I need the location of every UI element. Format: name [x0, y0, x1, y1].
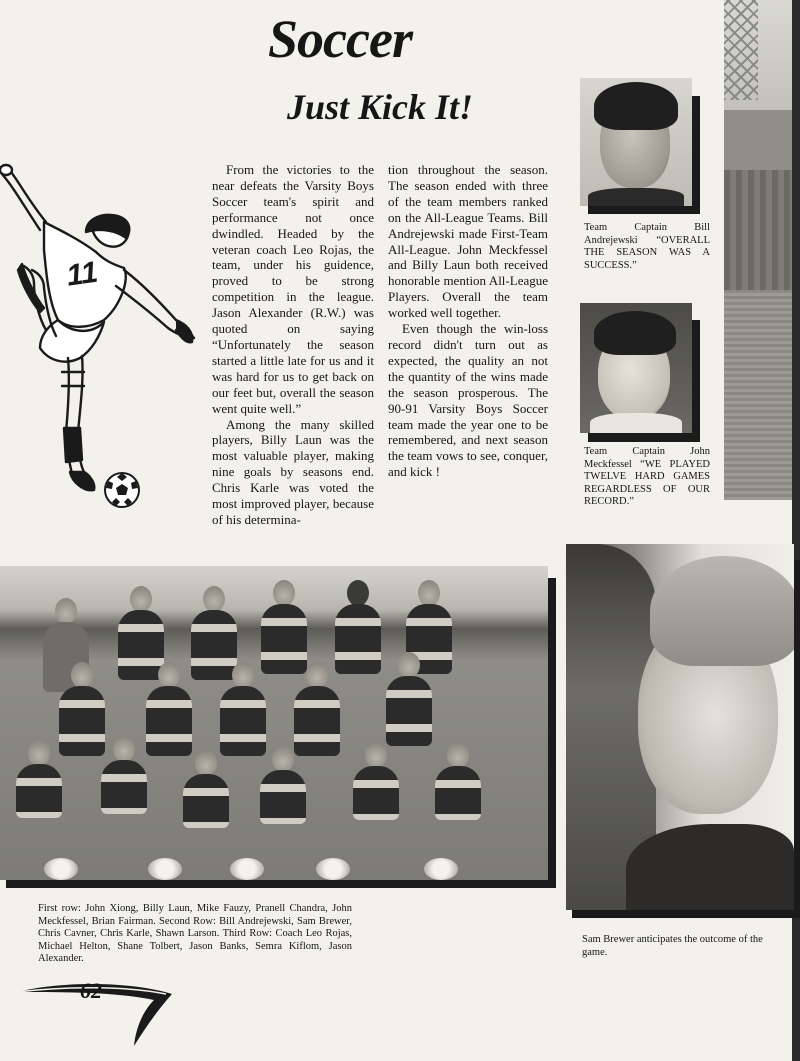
soccer-player-illustration [0, 160, 200, 520]
field-grass [724, 290, 800, 500]
stadium-wall [724, 170, 800, 290]
soccer-ball-icon [105, 473, 139, 507]
stadium-stands [724, 110, 800, 170]
article-paragraph: Among the many skilled players, Billy Laun was the most valuable player, making nine goals by seasons end. Chris Karle was voted the most improved player, because of his determina- [212, 416, 374, 527]
sam-brewer-caption: Sam Brewer anticipates the outcome of the game. [582, 934, 763, 958]
jersey-number: 11 [64, 255, 100, 293]
page-number: 62 [80, 978, 102, 1003]
soccer-ball-icon [148, 858, 182, 880]
article-paragraph: From the victories to the near defeats the Varsity Boys Soccer team's spirit and performance not once dwindled. Headed by the veteran coach Leo Rojas, the team, under his guidence, proved to be strong competition in the league. Jason Alexander (R.W.) was quoted on saying “Unfortunately the season started a little late for us and it was hard for us to get back on our feet but, overall the season went quite well.” [212, 162, 374, 416]
article-column-1 [212, 162, 374, 528]
captain-andrejewski-caption: Team Captain Bill Andrejewski “OVERALL THE SEASON WAS A SUCCESS.” [584, 222, 710, 271]
page-subtitle: Just Kick It! [286, 87, 474, 127]
article-paragraph: Even though the win-loss record didn't turn out as expected, the quality an not the quantity of the wins made the season prosperous. The 90-91 Varsity Boys Soccer team made the year one to be remembered, and next season the team vows to see, conquer, and kick ! [388, 321, 548, 480]
soccer-ball-icon [316, 858, 350, 880]
stadium-photo-strip [724, 0, 800, 500]
soccer-ball-icon [44, 858, 78, 880]
sam-brewer-photo [566, 544, 794, 910]
soccer-ball-icon [424, 858, 458, 880]
article-column-2 [388, 162, 548, 480]
article-paragraph: tion throughout the season. The season ended with three of the team members ranked on the All-League Teams. Bill Andrejewski made First-Team All-League. John Meckfessel and Billy Laun both received honorable mention All-League Players. Overall the team worked well together. [388, 162, 548, 321]
page-title: Soccer [268, 9, 412, 69]
team-photo-caption: First row: John Xiong, Billy Laun, Mike Fauzy, Pranell Chandra, John Meckfessel, Brian Fairman. Second Row: Bill Andrejewski, Sam Brewer, Chris Cavner, Chris Karle, Shawn Larson. Third Row: Coach Leo Rojas, Michael Helton, Shane Tolbert, Jason Banks, Semra Kiflom, Jason Alexander. [38, 903, 352, 964]
team-photo [0, 566, 548, 880]
captain-meckfessel-caption: Team Captain John Meckfessel “WE PLAYED TWELVE HARD GAMES REGARDLESS OF OUR RECORD.” [584, 446, 710, 507]
soccer-ball-icon [230, 858, 264, 880]
captain-meckfessel-photo [580, 303, 692, 433]
captain-andrejewski-photo [580, 78, 692, 206]
light-tower [724, 0, 758, 100]
